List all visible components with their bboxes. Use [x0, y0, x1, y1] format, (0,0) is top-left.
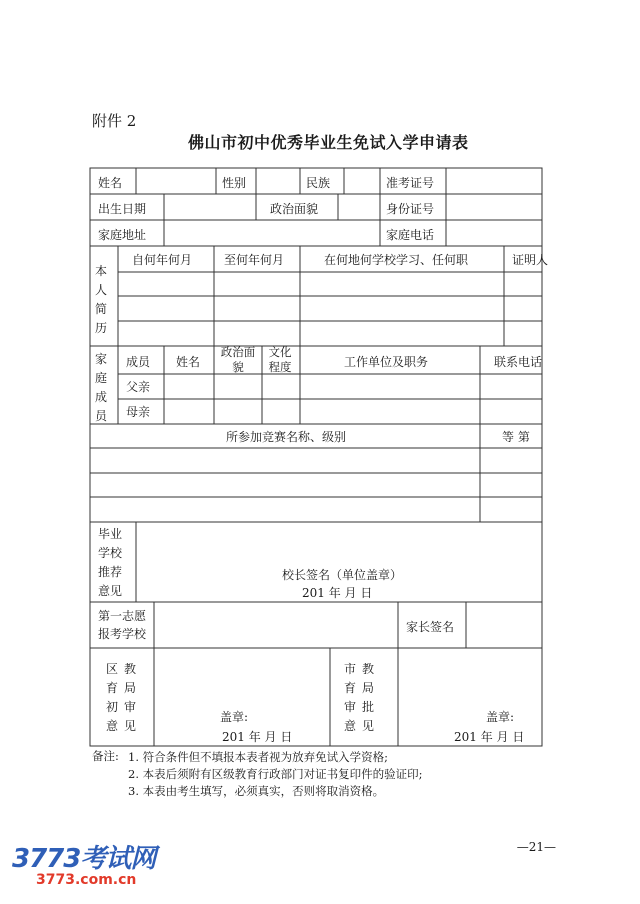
label-id-number: 身份证号	[386, 202, 435, 216]
watermark-logo: 3773考试网	[12, 844, 156, 874]
annex-label: 附件 2	[92, 112, 137, 130]
city-approval-label: 市教育局审批意见	[344, 662, 381, 733]
parent-signature-label: 家长签名	[406, 620, 455, 634]
family-header-political: 政治面貌	[220, 345, 256, 374]
competition-header: 所参加竞赛名称、级别	[226, 430, 347, 444]
family-label: 家庭成员	[94, 352, 107, 423]
resume-header-witness: 证明人	[512, 253, 549, 267]
competition-rank-header: 等 第	[502, 430, 530, 444]
label-name: 姓名	[98, 176, 123, 190]
family-member-father: 父亲	[126, 380, 151, 394]
note-item-1: 1. 符合条件但不填报本表者视为放弃免试入学资格;	[128, 750, 388, 764]
city-date: 201 年 月 日	[454, 730, 525, 744]
first-choice-label: 第一志愿报考学校	[97, 609, 146, 641]
family-header-member: 成员	[126, 355, 151, 369]
label-political-status: 政治面貌	[270, 202, 319, 216]
label-birth-date: 出生日期	[98, 202, 147, 216]
label-gender: 性别	[222, 176, 247, 190]
family-member-mother: 母亲	[126, 405, 151, 419]
district-approval-label: 区教育局初审意见	[106, 662, 143, 733]
label-home-phone: 家庭电话	[386, 228, 435, 242]
note-item-2: 2. 本表后须附有区级教育行政部门对证书复印件的验证印;	[128, 767, 423, 781]
form-title: 佛山市初中优秀毕业生免试入学申请表	[188, 133, 469, 152]
family-header-work: 工作单位及职务	[344, 355, 429, 369]
label-ethnicity: 民族	[306, 176, 331, 190]
resume-label: 本人简历	[94, 264, 107, 335]
principal-signature-label: 校长签名（单位盖章）	[282, 568, 403, 582]
family-header-education: 文化程度	[268, 345, 292, 374]
city-stamp-label: 盖章:	[486, 710, 515, 724]
district-date: 201 年 月 日	[222, 730, 293, 744]
note-item-3: 3. 本表由考生填写，必须真实，否则将取消资格。	[128, 784, 385, 798]
resume-header-to: 至何年何月	[224, 253, 285, 267]
page-number: —21—	[516, 840, 556, 854]
resume-header-from: 自何年何月	[132, 253, 193, 267]
school-date: 201 年 月 日	[302, 586, 373, 600]
resume-header-place: 在何地何学校学习、任何职	[324, 253, 469, 267]
label-home-address: 家庭地址	[98, 228, 147, 242]
family-header-phone: 联系电话	[494, 355, 543, 369]
family-header-name: 姓名	[176, 355, 201, 369]
watermark-url: 3773.com.cn	[36, 872, 137, 888]
label-exam-id: 准考证号	[386, 176, 435, 190]
notes-label: 备注:	[92, 749, 119, 763]
district-stamp-label: 盖章:	[220, 710, 249, 724]
school-recommendation-label: 毕业学校推荐意见	[97, 527, 122, 598]
